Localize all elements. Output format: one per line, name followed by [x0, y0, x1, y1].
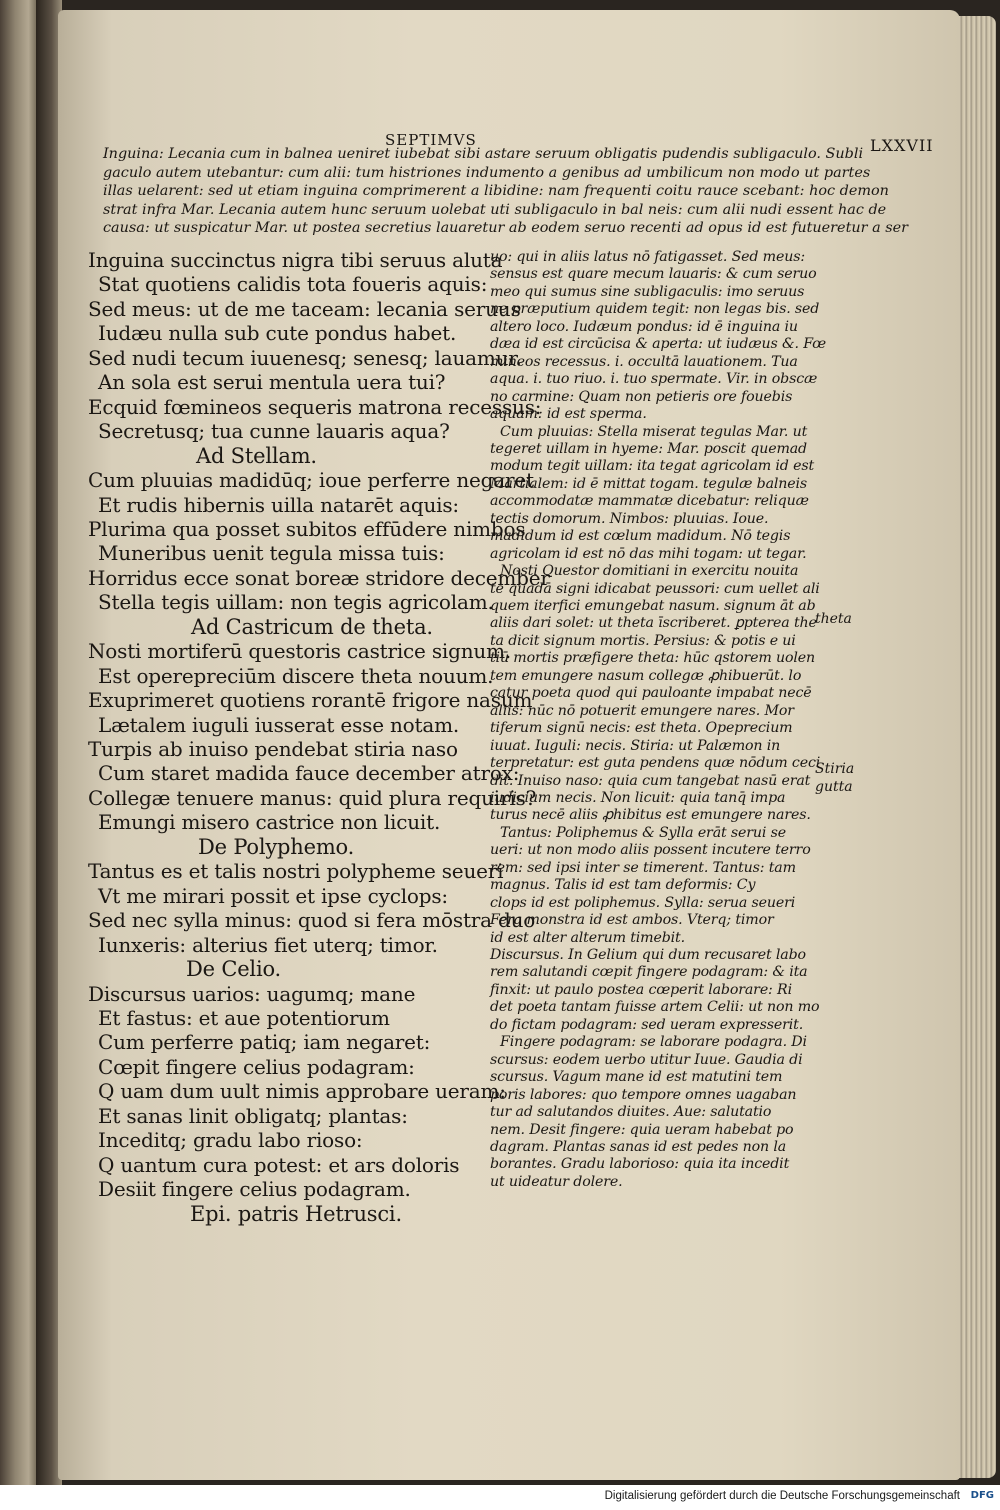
running-header: SEPTIMVS	[385, 131, 477, 149]
verse-line: Stella tegis uillam: non tegis agricolam.	[98, 590, 494, 615]
commentary-line: quem iterfici emungebat nasum. signum āt ab	[490, 598, 816, 614]
verse-line: Muneribus uenit tegula missa tuis:	[98, 541, 445, 566]
commentary-line: uo: qui in aliis latus nō fatigasset. Sed meus:	[490, 249, 805, 265]
commentary-line: dæa id est circūcisa & aperta: ut iudæus &. Fœ	[490, 336, 827, 353]
commentary-line: aqua. i. tuo riuo. i. tuo spermate. Vir. in obscæ	[490, 371, 818, 388]
verse-line: Sed nudi tecum iuuenesq; senesq; lauamur.	[88, 345, 522, 370]
show-through-text	[805, 125, 955, 1305]
commentary-line: iuuat. Iuguli: necis. Stiria: ut Palæmon in	[490, 737, 781, 754]
poem-title: De Polyphemo.	[198, 834, 355, 859]
verse-line: Tantus es et talis nostri polypheme seueri	[88, 859, 504, 884]
commentary-line: tem emungere nasum collegæ ꝓhibuerūt. lo	[490, 667, 802, 684]
left-page-edge	[0, 0, 38, 1485]
verse-line: Exuprimeret quotiens rorantē frigore nasum	[88, 688, 533, 713]
verse-line: Cum pluuias madidūq; ioue perferre negaret	[88, 468, 534, 493]
verse-line: Nosti mortiferū questoris castrice signum.	[88, 639, 511, 664]
commentary-line: tegeret uillam in hyeme: Mar. poscit quemad	[490, 440, 807, 457]
verse-line: Plurima qua posset subitos effūdere nimbos	[88, 516, 526, 541]
commentary-line: aquam: id est sperma.	[490, 406, 647, 423]
commentary-line: madidum id est cœlum madidum. Nō tegis	[490, 528, 791, 545]
commentary-line: accommodatæ mammatæ dicebatur: reliquæ	[490, 493, 809, 510]
verse-line: Emungi misero castrice non licuit.	[98, 810, 441, 835]
poem-title: Epi. patris Hetrusci.	[190, 1201, 402, 1226]
commentary-line: Nosti Questor domitiani in exercitu nouita	[500, 563, 799, 580]
commentary-line: agricolam id est nō das mihi togam: ut tegar.	[490, 545, 807, 562]
verse-line: Desiit fingere celius podagram.	[98, 1177, 411, 1202]
commentary-line: borantes. Gradu laborioso: quia ita incedit	[490, 1156, 790, 1173]
commentary-line: aliis: nūc nō potuerit emungere nares. Mor	[490, 702, 794, 719]
commentary-line: sensus est quare mecum lauaris: & cum seruo	[490, 266, 817, 283]
margin-gloss-theta: theta	[815, 611, 852, 627]
commentary-line: tiū mortis præfigere theta: hūc qstorem uolen	[490, 650, 816, 667]
commentary-line: ne præputium quidem tegit: non legas bis. sed	[490, 301, 820, 318]
verse-line: Et sanas linit obligatq; plantas:	[98, 1103, 408, 1128]
commentary-line: dit. Inuiso naso: quia cum tangebat nasū erat	[490, 772, 811, 789]
commentary-line: meo qui sumus sine subligaculis: imo seruus	[490, 283, 805, 300]
commentary-line: no carmine: Quam non petieris ore fouebis	[490, 388, 793, 405]
verse-line: Inceditq; gradu labo rioso:	[98, 1128, 363, 1153]
footer-bar	[0, 1485, 1000, 1510]
verse-line: Horridus ecce sonat boreæ stridore december	[88, 565, 550, 590]
commentary-line: scursus. Vagum mane id est matutini tem	[490, 1069, 783, 1086]
commentary-line: scursus: eodem uerbo utitur Iuue. Gaudia di	[490, 1051, 803, 1068]
verse-line: An sola est serui mentula uera tui?	[98, 370, 446, 395]
commentary-line: poris labores: quo tempore omnes uagaban	[490, 1086, 797, 1103]
poem-title: Ad Castricum de theta.	[191, 614, 433, 639]
commentary-line: do fictam podagram: sed ueram expresserit.	[490, 1016, 804, 1033]
commentary-line: id est alter alterum timebit.	[490, 929, 685, 946]
page-edges-stack	[958, 16, 996, 1478]
commentary-line: det poeta tantam fuisse artem Celii: ut non mo	[490, 999, 820, 1016]
margin-gloss-stiria: Stiria	[815, 761, 855, 777]
commentary-line: dagram. Plantas sanas id est pedes non la	[490, 1138, 787, 1155]
commentary-line: tur ad salutandos diuites. Aue: salutatio	[490, 1104, 772, 1121]
commentary-line: terpretatur: est guta pendens quæ nōdum ceci	[490, 755, 821, 772]
commentary-line: Cum pluuias: Stella miserat tegulas Mar. ut	[500, 423, 808, 440]
prefatory-line: gaculo autem utebantur: cum alii: tum histriones indumento a genibus ad umbilicum non modo ut partes	[103, 164, 871, 181]
commentary-line: Discursus. In Gelium qui dum recusaret labo	[490, 947, 806, 963]
commentary-line: ut uideatur dolere.	[490, 1173, 623, 1190]
commentary-line: rem: sed ipsi inter se timerent. Tantus: tam	[490, 859, 796, 876]
verse-line: Est operepreciūm discere theta nouum.	[98, 663, 494, 688]
commentary-line: clops id est poliphemus. Sylla: serua seueri	[490, 894, 796, 911]
folio-number: LXXVII	[870, 136, 934, 155]
funding-credit: Digitalisierung gefördert durch die Deutsche Forschungsgemeinschaft	[604, 1490, 960, 1502]
commentary-line: aliis dari solet: ut theta īscriberet. ꝑpterea the	[490, 615, 817, 632]
verse-line: Lætalem iuguli iusserat esse notam.	[98, 712, 459, 737]
commentary-line: rem salutandi cœpit fingere podagram: & ita	[490, 964, 808, 981]
poem-title: Ad Stellam.	[196, 443, 317, 468]
verse-line: Q uam dum uult nimis approbare ueram:	[98, 1079, 506, 1104]
margin-gloss-gutta: gutta	[815, 779, 853, 795]
verse-line: Inguina succinctus nigra tibi seruus aluta	[88, 248, 503, 272]
commentary-line: te quadā signi idicabat peussori: cum uellet ali	[490, 580, 820, 597]
commentary-line: Fingere podagram: se laborare podagra. Di	[500, 1034, 807, 1051]
verse-line: Sed meus: ut de me taceam: lecania seruus	[88, 296, 521, 321]
verse-line: Discursus uarios: uagumq; mane	[88, 981, 416, 1006]
verse-line: Cœpit fingere celius podagram:	[98, 1054, 415, 1079]
verse-line: Stat quotiens calidis tota foueris aquis:	[98, 272, 488, 297]
commentary-line: tiferum signū necis: est theta. Opeprecium	[490, 720, 793, 737]
commentary-line: Tantus: Poliphemus & Sylla erāt serui se	[500, 824, 787, 841]
dfg-logo: DFG	[970, 1490, 994, 1501]
commentary-line: tectis domorum. Nimbos: pluuias. Ioue.	[490, 510, 769, 527]
poem-title: De Celio.	[186, 957, 282, 982]
commentary-line: magnus. Talis id est tam deformis: Cy	[490, 877, 756, 894]
verse-line: Et fastus: et aue potentiorum	[98, 1005, 390, 1030]
verse-line: Collegæ tenuere manus: quid plura requiris?	[88, 785, 537, 810]
verse-line: Iudæu nulla sub cute pondus habet.	[98, 321, 457, 346]
verse-line: Ecquid fœmineos sequeris matrona recessus:	[88, 394, 542, 419]
commentary-line: ta dicit signum mortis. Persius: & potis e ui	[490, 632, 796, 649]
verse-line: Vt me mirari possit et ipse cyclops:	[98, 883, 448, 908]
verse-line: Sed nec sylla minus: quod si fera mōstra duo	[88, 908, 536, 933]
prefatory-line: Inguina: Lecania cum in balnea ueniret iubebat sibi astare seruum obligatis pudendis subligaculo. Subli	[103, 146, 864, 162]
commentary-line: iudicium necis. Non licuit: quia tanq̄ impa	[490, 789, 786, 806]
commentary-line: ueri: ut non modo aliis possent incutere terro	[490, 842, 811, 859]
verse-line: Q uantum cura potest: et ars doloris	[98, 1152, 460, 1177]
verse-line: Cum perferre patiq; iam negaret:	[98, 1030, 431, 1055]
commentary-line: turus necē aliis ꝓhibitus est emungere nares.	[490, 807, 811, 824]
commentary-line: finxit: ut paulo postea cœperit laborare: Ri	[490, 981, 792, 998]
verse-line: Et rudis hibernis uilla natarēt aquis:	[98, 492, 459, 517]
commentary-line: Fera monstra id est ambos. Vterq; timor	[490, 912, 774, 929]
verse-line: Iunxeris: alterius fiet uterq; timor.	[98, 932, 438, 957]
verse-line: Cum staret madida fauce december atrox:	[98, 761, 520, 786]
commentary-line: modum tegit uillam: ita tegat agricolam id est	[490, 458, 815, 475]
verse-line: Turpis ab inuiso pendebat stiria naso	[88, 737, 458, 761]
prefatory-line: strat infra Mar. Lecania autem hunc seruum uolebat uti subligaculo in bal neis: cum alii nudi essent hac de	[103, 201, 887, 218]
prefatory-line: illas uelarent: sed ut etiam inguina comprimerent a libidine: nam frequenti coitu rauce scebant: hoc demon	[103, 183, 889, 199]
prefatory-line: causa: ut suspicatur Mar. ut postea secretius lauaretur ab eodem seruo recenti ad opus id est futueretur a ser	[103, 220, 909, 236]
verse-line: Secretusq; tua cunne lauaris aqua?	[98, 419, 450, 444]
commentary-line: mineos recessus. i. occultā lauationem. Tua	[490, 353, 798, 370]
commentary-line: nem. Desit fingere: quia ueram habebat po	[490, 1121, 794, 1138]
commentary-line: catur poeta quod qui pauloante impabat necē	[490, 685, 812, 702]
commentary-line: altero loco. Iudæum pondus: id ē inguina iu	[490, 318, 798, 335]
commentary-line: Martialem: id ē mittat togam. tegulæ balneis	[490, 475, 808, 492]
